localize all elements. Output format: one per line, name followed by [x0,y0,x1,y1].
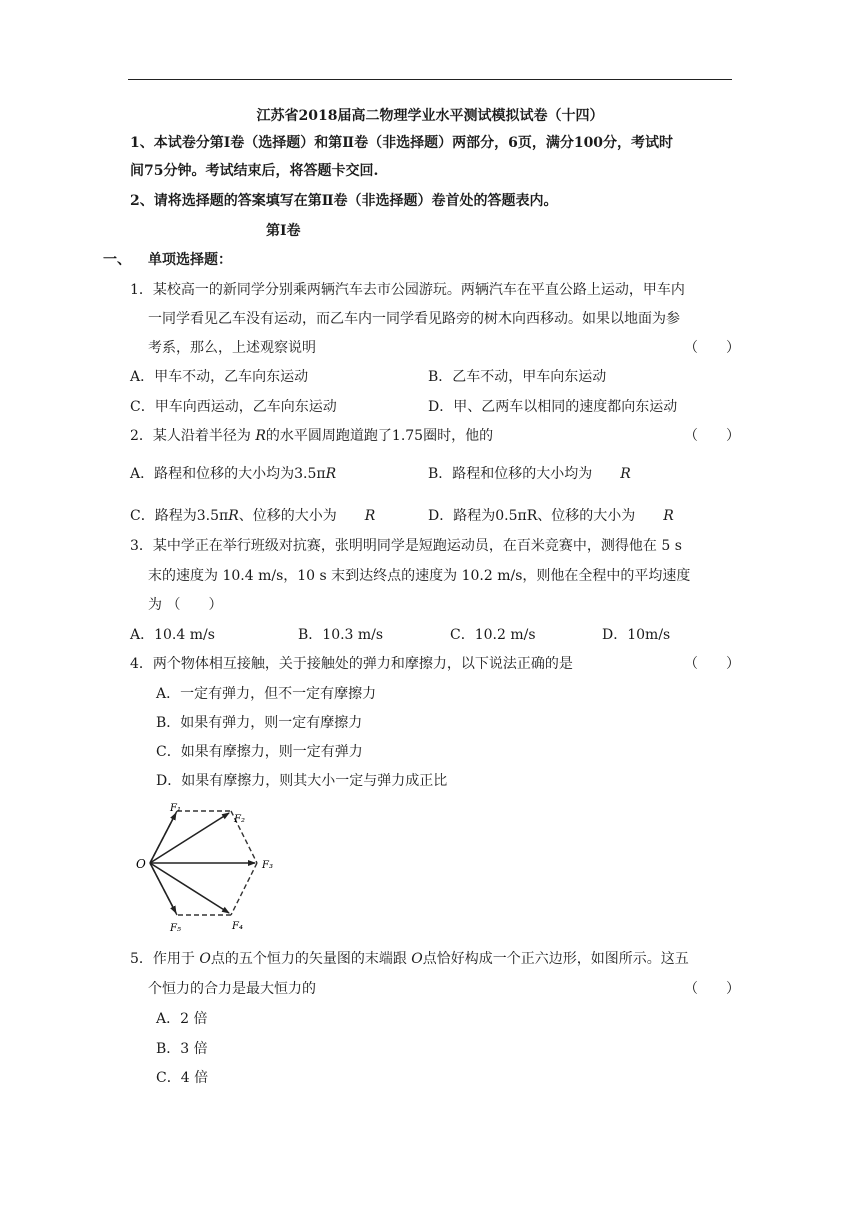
q1-stem-line-3: 考系，那么，上述观察说明 [148,340,316,356]
instruction-line-1: 1、本试卷分第Ⅰ卷（选择题）和第Ⅱ卷（非选择题）两部分，6页，满分100分，考试时 [130,135,674,151]
q4-option-a[interactable]: A．一定有弹力，但不一定有摩擦力 [156,686,377,702]
q5-option-a[interactable]: A．2 倍 [156,1011,208,1027]
origin-label: O [136,857,146,871]
force-vector-2 [150,813,229,863]
q4-option-b[interactable]: B．如果有弹力，则一定有摩擦力 [156,715,363,731]
force-label-2: F₂ [234,814,245,825]
force-label-1: F₁ [170,803,181,814]
part-heading: 第Ⅰ卷 [266,223,301,239]
q2-option-b[interactable]: B．路程和位移的大小均为 R [428,466,631,482]
q5-stem-line-1: 5．作用于 O点的五个恒力的矢量图的末端跟 O点恰好构成一个正六边形，如图所示。这五 [130,951,689,967]
q5-answer-paren: （ ） [684,981,740,997]
page-title: 江苏省2018届高二物理学业水平测试模拟试卷（十四） [256,108,604,124]
q1-option-c[interactable]: C．甲车向西运动，乙车向东运动 [130,399,337,415]
q3-stem-line-3: 为 （ ） [148,597,223,613]
instruction-line-3: 2、请将选择题的答案填写在第Ⅱ卷（非选择题）卷首处的答题表内。 [130,193,558,209]
force-label-4: F₄ [232,921,243,932]
force-hexagon-figure [130,800,290,940]
force-label-3: F₃ [262,860,273,871]
q2-option-a[interactable]: A．路程和位移的大小均为3.5πR [130,466,337,482]
q1-option-a[interactable]: A．甲车不动，乙车向东运动 [130,369,309,385]
q2-answer-paren: （ ） [684,428,740,444]
q1-option-b[interactable]: B．乙车不动，甲车向东运动 [428,369,607,385]
q4-answer-paren: （ ） [684,656,740,672]
q1-answer-paren: （ ） [684,340,740,356]
q3-option-d[interactable]: D．10m/s [602,627,671,643]
instruction-line-2: 间75分钟。考试结束后，将答题卡交回. [130,163,379,179]
q4-option-d[interactable]: D．如果有摩擦力，则其大小一定与弹力成正比 [156,773,448,789]
force-label-5: F₅ [170,923,181,934]
q4-stem: 4．两个物体相互接触，关于接触处的弹力和摩擦力，以下说法正确的是 [130,656,573,672]
q3-stem-line-2: 末的速度为 10.4 m/s，10 s 末到达终点的速度为 10.2 m/s，则他在全程中的平均速度 [148,568,691,584]
q3-option-b[interactable]: B．10.3 m/s [298,627,384,643]
section-number: 一、 [103,252,131,268]
header-rule [128,79,732,80]
q5-stem-line-2: 个恒力的合力是最大恒力的 [148,981,316,997]
q2-option-c[interactable]: C．路程为3.5πR、位移的大小为 R [130,508,376,524]
q2-stem: 2．某人沿着半径为 R的水平圆周跑道跑了1.75圈时，他的 [130,428,494,444]
q3-stem-line-1: 3．某中学正在举行班级对抗赛，张明明同学是短跑运动员，在百米竞赛中，测得他在 5 s [130,538,682,554]
section-label: 单项选择题： [148,252,232,268]
q4-option-c[interactable]: C．如果有摩擦力，则一定有弹力 [156,744,363,760]
q3-option-c[interactable]: C．10.2 m/s [450,627,536,643]
force-vector-4 [150,863,229,913]
q2-option-d[interactable]: D．路程为0.5πR、位移的大小为 R [428,508,674,524]
q1-option-d[interactable]: D．甲、乙两车以相同的速度都向东运动 [428,399,678,415]
q3-option-a[interactable]: A．10.4 m/s [130,627,215,643]
q1-stem-line-1: 1．某校高一的新同学分别乘两辆汽车去市公园游玩。两辆汽车在平直公路上运动，甲车内 [130,282,685,298]
q5-option-c[interactable]: C．4 倍 [156,1070,209,1086]
q1-stem-line-2: 一同学看见乙车没有运动，而乙车内一同学看见路旁的树木向西移动。如果以地面为参 [148,311,680,327]
q5-option-b[interactable]: B．3 倍 [156,1041,208,1057]
